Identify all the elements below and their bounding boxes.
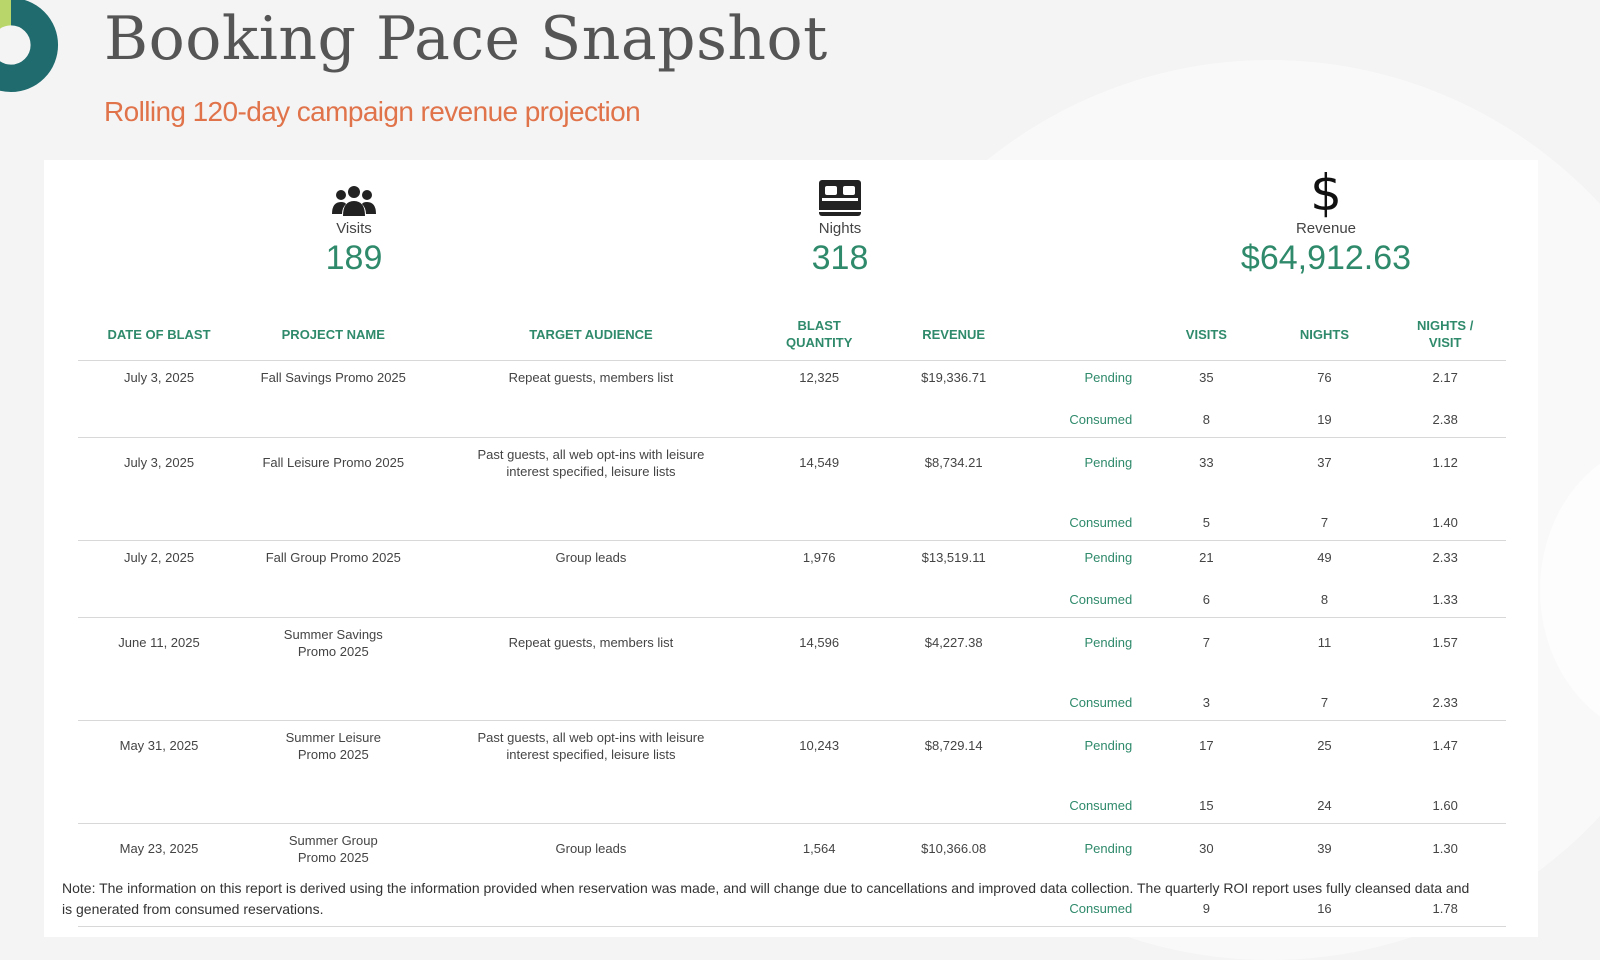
cell-audience: Repeat guests, members list (508, 635, 674, 650)
cell-visits: 17 (1199, 738, 1214, 753)
table-row (78, 541, 1506, 582)
cell-quantity: 14,549 (799, 455, 840, 470)
report-panel (44, 160, 1538, 937)
kpi-visits (234, 172, 474, 278)
cell-visits: 7 (1202, 635, 1210, 650)
cell-revenue: $8,729.14 (924, 738, 983, 753)
cell-quantity: 1,564 (802, 841, 836, 856)
cell-date: July 3, 2025 (123, 455, 195, 470)
cell-npv: 1.47 (1432, 738, 1458, 753)
people-icon (234, 172, 474, 218)
cell-date: July 2, 2025 (123, 550, 195, 565)
cell-audience: Group leads (555, 550, 627, 565)
cell-audience: Past guests, all web opt-ins with leisure interest specified, leisure lists (477, 447, 705, 479)
table-row (78, 438, 1506, 505)
table-row (78, 787, 1506, 824)
col-status (1024, 308, 1148, 361)
cell-npv: 1.33 (1384, 581, 1506, 618)
cell-visits: 5 (1148, 504, 1264, 541)
report-note: Note: The information on this report is derived using the information provided when reservation was made, and will change due to cancellations and improved data collection. The quarterly ROI report uses fully cleansed data and is generated from consumed reservations. (62, 880, 1470, 917)
page-title: Booking Pace Snapshot (104, 4, 828, 74)
cell-visits: 8 (1148, 401, 1264, 438)
kpi-visits-value: 189 (325, 239, 383, 277)
bed-icon (720, 172, 960, 218)
cell-project: Fall Leisure Promo 2025 (262, 455, 405, 470)
campaign-table (78, 308, 1506, 927)
kpi-nights-label: Nights (818, 220, 862, 237)
col-nights-per-visit (1384, 308, 1506, 361)
cell-npv: 1.60 (1384, 787, 1506, 824)
cell-npv: 1.30 (1432, 841, 1458, 856)
kpi-revenue-label: Revenue (1295, 220, 1357, 237)
cell-visits: 9 (1148, 890, 1264, 927)
cell-visits: 33 (1199, 455, 1214, 470)
col-blast-quantity-line1: BLAST (797, 318, 841, 333)
cell-nights: 24 (1265, 787, 1385, 824)
cell-npv: 2.33 (1384, 684, 1506, 721)
cell-status-consumed: Consumed (1024, 401, 1148, 438)
cell-visits: 35 (1199, 370, 1214, 385)
table-row (78, 504, 1506, 541)
cell-visits: 15 (1148, 787, 1264, 824)
cell-nights: 49 (1317, 550, 1332, 565)
table-header-row (78, 308, 1506, 361)
cell-visits: 6 (1148, 581, 1264, 618)
cell-date: July 3, 2025 (123, 370, 195, 385)
cell-quantity: 1,976 (802, 550, 836, 565)
col-visits: VISITS (1148, 308, 1264, 361)
cell-status-pending: Pending (1084, 738, 1133, 753)
cell-quantity: 14,596 (799, 635, 840, 650)
cell-audience: Repeat guests, members list (508, 370, 674, 385)
col-nights: NIGHTS (1265, 308, 1385, 361)
page-subtitle: Rolling 120-day campaign revenue projection (104, 96, 641, 127)
table-row (78, 618, 1506, 685)
cell-nights: 8 (1265, 581, 1385, 618)
cell-status-consumed: Consumed (1024, 787, 1148, 824)
cell-status-pending: Pending (1084, 455, 1133, 470)
cell-status-consumed: Consumed (1024, 684, 1148, 721)
cell-nights: 7 (1265, 504, 1385, 541)
kpi-nights-value: 318 (811, 239, 869, 277)
cell-npv: 2.33 (1432, 550, 1458, 565)
cell-nights: 19 (1265, 401, 1385, 438)
dollar-icon: $ (1310, 164, 1342, 222)
cell-status-pending: Pending (1084, 635, 1133, 650)
cell-project: Summer Group Promo 2025 (288, 833, 378, 865)
table-row (78, 581, 1506, 618)
cell-visits: 21 (1199, 550, 1214, 565)
logo-icon (0, 0, 60, 96)
cell-status-pending: Pending (1084, 370, 1133, 385)
cell-revenue: $10,366.08 (921, 841, 987, 856)
cell-npv: 2.38 (1384, 401, 1506, 438)
col-audience: TARGET AUDIENCE (427, 308, 756, 361)
cell-project: Summer Leisure Promo 2025 (285, 730, 381, 762)
table-row (78, 401, 1506, 438)
table-row (78, 361, 1506, 402)
cell-nights: 25 (1317, 738, 1332, 753)
cell-revenue: $19,336.71 (921, 370, 987, 385)
cell-revenue: $13,519.11 (921, 550, 986, 565)
cell-status-consumed: Consumed (1024, 581, 1148, 618)
cell-nights: 37 (1317, 455, 1332, 470)
cell-nights: 11 (1317, 635, 1332, 650)
cell-visits: 3 (1148, 684, 1264, 721)
col-blast-quantity (755, 308, 883, 361)
cell-revenue: $8,734.21 (924, 455, 983, 470)
cell-visits: 30 (1199, 841, 1214, 856)
cell-quantity: 10,243 (799, 738, 840, 753)
cell-npv: 2.17 (1432, 370, 1458, 385)
cell-audience: Past guests, all web opt-ins with leisure interest specified, leisure lists (477, 730, 705, 762)
cell-nights: 39 (1317, 841, 1332, 856)
kpi-revenue-value: $64,912.63 (1240, 239, 1412, 277)
kpi-revenue (1206, 164, 1446, 278)
cell-date: June 11, 2025 (118, 635, 200, 650)
cell-status-consumed: Consumed (1024, 504, 1148, 541)
cell-date: May 23, 2025 (119, 841, 199, 856)
col-date: DATE OF BLAST (78, 308, 240, 361)
kpi-visits-label: Visits (336, 220, 372, 237)
cell-project: Summer Savings Promo 2025 (283, 627, 383, 659)
cell-status-consumed: Consumed (1024, 890, 1148, 927)
cell-quantity: 12,325 (799, 370, 840, 385)
kpi-nights (720, 172, 960, 278)
table-row (78, 684, 1506, 721)
cell-status-pending: Pending (1084, 550, 1133, 565)
cell-nights: 7 (1265, 684, 1385, 721)
cell-date: May 31, 2025 (119, 738, 199, 753)
cell-project: Fall Group Promo 2025 (265, 550, 401, 565)
table-row (78, 721, 1506, 788)
cell-npv: 1.40 (1384, 504, 1506, 541)
cell-nights: 76 (1317, 370, 1332, 385)
col-project: PROJECT NAME (240, 308, 427, 361)
col-blast-quantity-line2: QUANTITY (785, 335, 853, 350)
cell-audience: Group leads (555, 841, 627, 856)
cell-npv: 1.78 (1384, 890, 1506, 927)
col-npv-line2: VISIT (1428, 335, 1462, 350)
cell-npv: 1.57 (1432, 635, 1458, 650)
cell-npv: 1.12 (1432, 455, 1458, 470)
cell-revenue: $4,227.38 (924, 635, 983, 650)
col-npv-line1: NIGHTS / (1416, 318, 1474, 333)
col-revenue: REVENUE (883, 308, 1024, 361)
cell-project: Fall Savings Promo 2025 (260, 370, 406, 385)
cell-status-pending: Pending (1084, 841, 1133, 856)
cell-nights: 16 (1265, 890, 1385, 927)
